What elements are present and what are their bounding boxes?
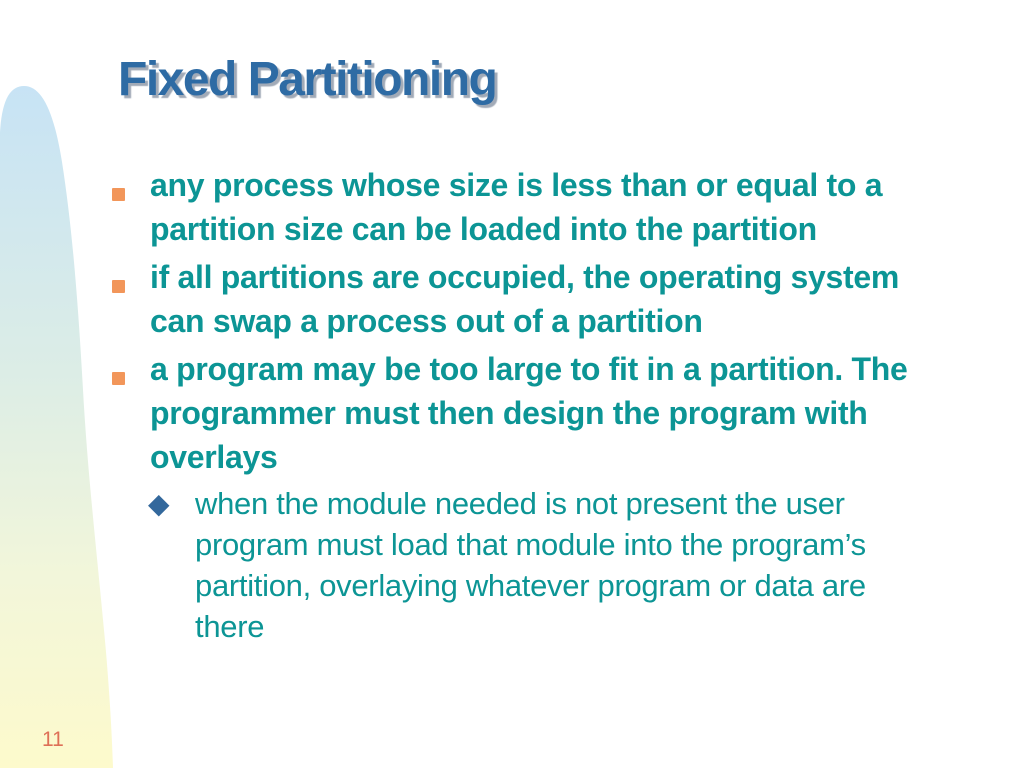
bullet-item <box>112 163 972 251</box>
page-number: 11 <box>42 728 64 751</box>
sub-bullet-item <box>148 483 972 647</box>
bullet-text: a program may be too large to fit in a partition. The programmer must then design the program with overlays <box>150 351 908 475</box>
marker-column <box>112 255 150 293</box>
sub-bullet-text: when the module needed is not present the user program must load that module into the program’s partition, overlaying whatever program or data are there <box>195 486 866 644</box>
bullet-item <box>112 255 972 343</box>
bullet-text: any process whose size is less than or equal to a partition size can be loaded into the partition <box>150 167 883 247</box>
square-bullet-icon <box>112 280 125 293</box>
bullet-item <box>112 347 972 479</box>
marker-column <box>112 347 150 385</box>
bullet-text: if all partitions are occupied, the operating system can swap a process out of a partition <box>150 259 900 339</box>
slide-body <box>112 163 972 651</box>
background-swoosh-shape <box>0 0 130 768</box>
square-bullet-icon <box>112 188 125 201</box>
square-bullet-icon <box>112 372 125 385</box>
marker-column <box>112 163 150 201</box>
slide-title: Fixed Partitioning <box>118 53 497 106</box>
diamond-bullet-icon: ◆ <box>148 487 170 520</box>
